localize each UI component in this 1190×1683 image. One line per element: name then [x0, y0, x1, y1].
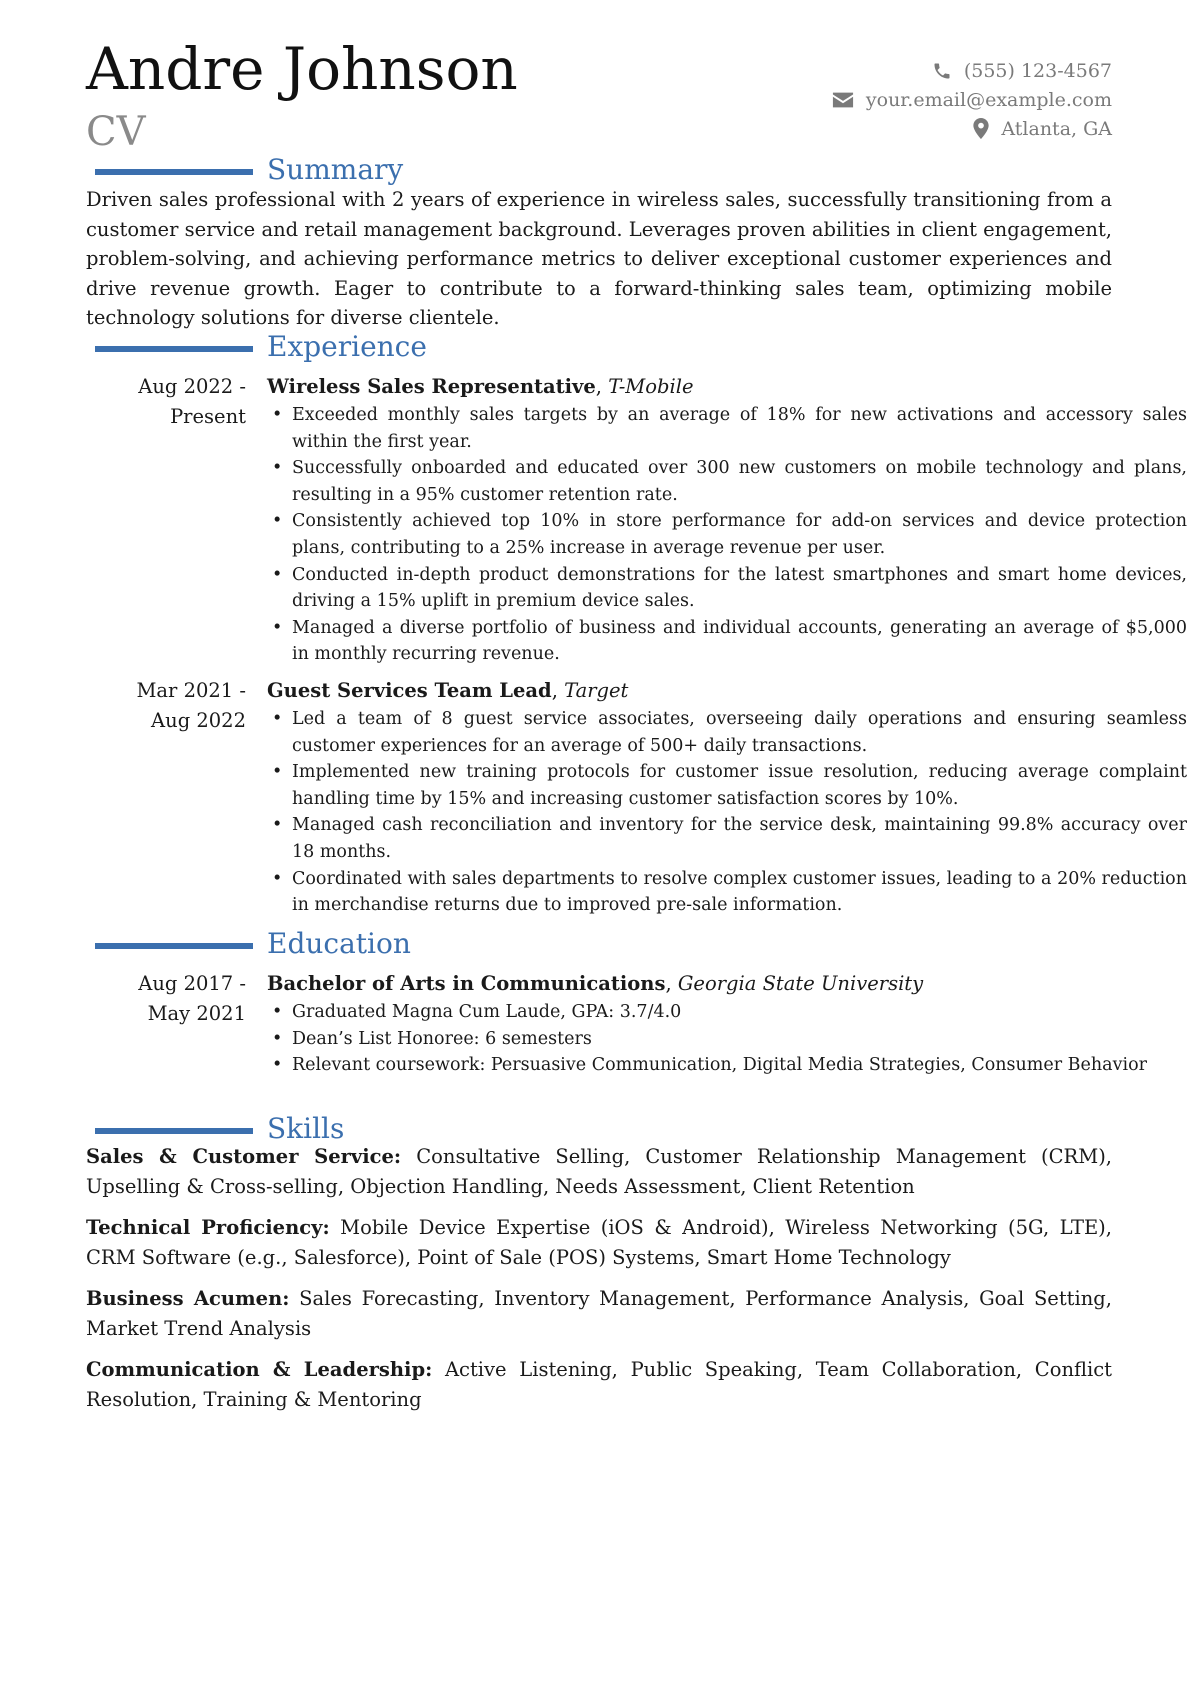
bullet-item: • Relevant coursework: Persuasive Communication, Digital Media Strategies, Consumer Behavior [267, 1052, 1187, 1079]
contact-phone [832, 56, 1112, 85]
skill-group [86, 1213, 1112, 1272]
entry-dates [86, 676, 246, 736]
entry-heading: Bachelor of Arts in Communications, Georgia State University [267, 972, 924, 995]
job-title: Wireless Sales Representative [267, 375, 596, 398]
bullet-item: • Coordinated with sales departments to resolve complex customer issues, leading to a 20% reduction in merchandise returns due to improved pre-sale information. [267, 866, 1187, 919]
employer: Target [564, 679, 629, 702]
envelope-icon [832, 91, 854, 109]
contact-email [832, 85, 1112, 114]
bullet-item: • Managed a diverse portfolio of business and individual accounts, generating an average of $5,000 in monthly recurring revenue. [267, 615, 1187, 668]
bullet-list [267, 402, 1187, 668]
date-end: Present [170, 405, 246, 428]
section-divider-bar [95, 346, 253, 352]
bullet-item: • Consistently achieved top 10% in store performance for add-on services and device protection plans, contributing to a 25% increase in average revenue per user. [267, 508, 1187, 561]
skill-items: Active Listening, Public Speaking, Team Collaboration, Conflict Resolution, Training & Mentoring [86, 1358, 1113, 1411]
phone-text[interactable]: (555) 123-4567 [963, 59, 1112, 82]
skill-category: Business Acumen: [86, 1287, 290, 1310]
degree-title: Bachelor of Arts in Communications [267, 972, 666, 995]
job-title: Guest Services Team Lead [267, 679, 552, 702]
skill-items: Sales Forecasting, Inventory Management, Performance Analysis, Goal Setting, Market Trend Analysis [86, 1287, 1112, 1340]
location-text: Atlanta, GA [1001, 117, 1112, 140]
email-text[interactable]: your.email@example.com [865, 88, 1112, 111]
entry-heading: Wireless Sales Representative, T-Mobile [267, 375, 694, 398]
entry-body [267, 676, 1187, 919]
section-title: Skills [267, 1112, 345, 1145]
bullet-item: • Successfully onboarded and educated over 300 new customers on mobile technology and plans, resulting in a 95% customer retention rate. [267, 455, 1187, 508]
skill-items: Mobile Device Expertise (iOS & Android), Wireless Networking (5G, LTE), CRM Software (e.g., Salesforce), Point of Sale (POS) Systems, Smart Home Technology [86, 1216, 1112, 1269]
bullet-item: • Dean’s List Honoree: 6 semesters [267, 1026, 1187, 1053]
entry-body [267, 372, 1187, 668]
bullet-list [267, 999, 1187, 1079]
skill-category: Communication & Leadership: [86, 1358, 433, 1381]
section-divider-bar [95, 169, 253, 175]
document-subtitle: CV [86, 109, 146, 155]
contact-block [832, 56, 1112, 143]
entry-dates [86, 969, 246, 1029]
contact-location [832, 114, 1112, 143]
skill-category: Sales & Customer Service: [86, 1145, 402, 1168]
bullet-item: • Graduated Magna Cum Laude, GPA: 3.7/4.0 [267, 999, 1187, 1026]
skill-group [86, 1355, 1112, 1414]
summary-text: Driven sales professional with 2 years of experience in wireless sales, successfully transitioning from a customer service and retail management background. Leverages proven abilities in client engagement, problem-solving, and achieving performance metrics to deliver exceptional customer experiences and drive revenue growth. Eager to contribute to a forward-thinking sales team, optimizing mobile technology solutions for diverse clientele. [86, 188, 1112, 329]
bullet-item: • Implemented new training protocols for customer issue resolution, reducing average complaint handling time by 15% and increasing customer satisfaction scores by 10%. [267, 759, 1187, 812]
bullet-list [267, 706, 1187, 919]
date-start: Aug 2022 - [138, 375, 246, 398]
bullet-item: • Led a team of 8 guest service associates, overseeing daily operations and ensuring seamless customer experiences for an average of 500+ daily transactions. [267, 706, 1187, 759]
section-title: Experience [267, 330, 427, 363]
skill-group [86, 1142, 1112, 1201]
section-title: Summary [267, 153, 404, 186]
bullet-item: • Conducted in-depth product demonstrations for the latest smartphones and smart home devices, driving a 15% uplift in premium device sales. [267, 562, 1187, 615]
entry-body [267, 969, 1187, 1079]
section-title: Education [267, 927, 411, 960]
entry-dates [86, 372, 246, 432]
skill-category: Technical Proficiency: [86, 1216, 330, 1239]
section-divider-bar [95, 1128, 253, 1134]
map-pin-icon [973, 118, 989, 139]
bullet-item: • Managed cash reconciliation and inventory for the service desk, maintaining 99.8% accuracy over 18 months. [267, 812, 1187, 865]
date-start: Aug 2017 - [138, 972, 246, 995]
skill-group [86, 1284, 1112, 1343]
institution: Georgia State University [677, 972, 924, 995]
section-divider-bar [95, 943, 253, 949]
candidate-name: Andre Johnson [86, 35, 518, 103]
phone-icon [932, 61, 952, 81]
date-end: Aug 2022 [151, 709, 246, 732]
skill-items: Consultative Selling, Customer Relationship Management (CRM), Upselling & Cross-selling, Objection Handling, Needs Assessment, Client Retention [86, 1145, 1112, 1198]
entry-heading: Guest Services Team Lead, Target [267, 679, 629, 702]
date-end: May 2021 [147, 1002, 246, 1025]
skills-list [86, 1142, 1112, 1426]
bullet-item: • Exceeded monthly sales targets by an average of 18% for new activations and accessory sales within the first year. [267, 402, 1187, 455]
date-start: Mar 2021 - [136, 679, 246, 702]
employer: T-Mobile [608, 375, 694, 398]
